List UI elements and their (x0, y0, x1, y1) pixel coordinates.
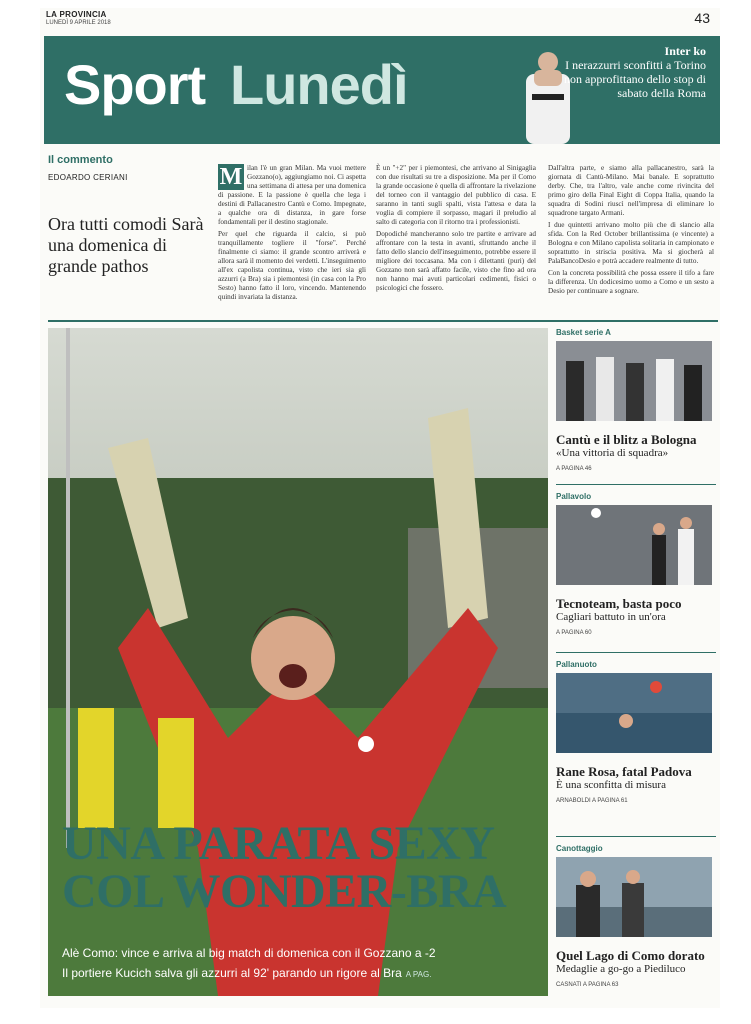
col3-paragraph-2: I due quintetti arrivano molto più che di slancio alla sfida. Con la Red October brillantissima (e vincente) a Bologna e con Milano capolista solitaria in campionato e soprattutto in striscia positiva. Ma si giocherà al PalaBancoDesio e potrà accadere realmente di tutto. (548, 221, 714, 265)
sidebar-item-volley[interactable] (556, 492, 720, 636)
volley-photo (556, 505, 712, 585)
sidebar-divider (556, 484, 716, 485)
sidebar-divider (556, 652, 716, 653)
col1-paragraph-1: ilan l'è un gran Milan. Ma vuoi mettere Gozzano(o), aggiungiamo noi. Ci aspetta una settimana di attesa per una domenica di passione. E la passione è quella che lega i destini di Pallacanestro Cantù e Como. Impegnate, a qualche ora di distanza, in gare forse fondamentali per il destino stagionale. (218, 164, 366, 226)
rowing-photo (556, 857, 712, 937)
sidebar-subhead: È una sconfitta di misura (556, 779, 666, 791)
col3-paragraph-3: Con la concreta possibilità che possa essere il tifo a fare la differenza. Un dodicesimo uomo a Como e un sesto a Desio per continuare a sognare. (548, 269, 714, 295)
col2-paragraph-2: Dopodiché mancheranno solo tre partite e arrivare ad affrontare con la testa in avanti, sfruttando anche il fatto dello slancio dell'inseguimento, potrebbe essere il migliore dei toccasana. Ma con i dilettanti (puri) del Gozzano non sarà affatto facile, visto che fino ad ora non hanno mai avuti particolari cedimenti, fisici o psicologici che fossero. (376, 230, 536, 292)
sidebar-subhead: «Una vittoria di squadra» (556, 447, 669, 459)
sidebar-page-ref: ARNABOLDI A PAGINA 61 (556, 798, 628, 804)
section-divider (48, 320, 718, 322)
main-subheadline-2-text: Il portiere Kucich salva gli azzurri al 92' parando un rigore al Bra (62, 966, 402, 980)
sidebar-item-basket[interactable] (556, 328, 720, 472)
sidebar-headline: Quel Lago di Como dorato (556, 948, 705, 963)
comment-column-2 (376, 164, 536, 296)
col2-paragraph-1: È un "+2" per i piemontesi, che arrivano al Sinigaglia con due risultati su tre a disposizione. Ma per il Como la grande occasione è quella di affrontare la rivelazione del torneo con il vantaggio del pubblico di casa. E saranno in tanti sugli spalti, vista l'attesa e data la voglia di compiere il sorpasso, magari il preludio al salto di categoria con il ritorno tra i professionisti. (376, 164, 536, 226)
sidebar-page-ref: CASNATI A PAGINA 63 (556, 982, 619, 988)
dropcap: M (219, 164, 243, 190)
teaser-title: Inter ko (664, 44, 706, 58)
main-subheadline-1: Alè Como: vince e arriva al big match di domenica con il Gozzano a -2 (62, 946, 436, 960)
sidebar-page-ref: A PAGINA 60 (556, 630, 592, 636)
section-title-day: Lunedì (230, 53, 408, 116)
sidebar-headline: Cantù e il blitz a Bologna (556, 432, 697, 447)
main-headline: UNA PARATA SEXY COL WONDER-BRA (62, 817, 507, 918)
comment-author: EDOARDO CERIANI (48, 173, 128, 182)
sidebar-subhead: Cagliari battuto in un'ora (556, 611, 666, 623)
sidebar-label: Basket serie A (556, 328, 611, 337)
sidebar-subhead: Medaglie a go-go a Piediluco (556, 963, 686, 975)
waterpolo-photo (556, 673, 712, 753)
comment-column-1 (218, 164, 366, 305)
section-title-sport: Sport (64, 53, 206, 116)
sidebar-headline: Tecnoteam, basta poco (556, 596, 682, 611)
publication-date: LUNEDÌ 9 APRILE 2018 (46, 20, 111, 26)
sidebar-page-ref: A PAGINA 46 (556, 466, 592, 472)
comment-headline: Ora tutti comodi Sarà una domenica di grande pathos (48, 214, 204, 276)
basket-photo (556, 341, 712, 421)
sidebar-item-waterpolo[interactable] (556, 660, 720, 804)
comment-label: Il commento (48, 154, 113, 166)
sidebar-label: Pallavolo (556, 492, 592, 501)
teaser-text: I nerazzurri sconfitti a Torino non approfittano dello stop di sabato della Roma (564, 58, 706, 100)
sidebar-headline: Rane Rosa, fatal Padova (556, 764, 692, 779)
newspaper-page (40, 8, 720, 1008)
sidebar-label: Pallanuoto (556, 660, 597, 669)
comment-column-3 (548, 164, 714, 299)
main-page-ref: A PAG. (405, 970, 432, 979)
main-subheadline-2 (62, 966, 431, 980)
sidebar-label: Canottaggio (556, 844, 603, 853)
sidebar-divider (556, 836, 716, 837)
sidebar-item-rowing[interactable] (556, 844, 720, 988)
col3-paragraph-1: Dall'altra parte, e siamo alla pallacanestro, sarà la giornata di Cantù-Milano. Mai banale. E soprattutto derby. Che, tra l'altro, vale anche come rivincita del primo giro della Final Eight di Coppa Italia, quando la squadra di Sodini riuscì nell'impresa di eliminare lo squadrone targato Armani. (548, 164, 714, 217)
page-number: 43 (694, 10, 710, 26)
publication-name: LA PROVINCIA (46, 10, 107, 19)
page-header (40, 8, 720, 36)
col1-paragraph-2: Per quel che riguarda il calcio, si può tranquillamente togliere il "forse". Perché finalmente ci siamo: il grande scontro arriverà e allora sarà il momento dei verdetti. L'inseguimento all'ex capolista continua, visto che ieri sia gli azzurri (a Bra) sia i piemontesi (in casa con la Pro Sesto) hanno fatto il loro, vincendo. Mantenendo quindi invariata la distanza. (218, 230, 366, 301)
section-banner (44, 36, 720, 144)
teaser-block (556, 44, 706, 100)
